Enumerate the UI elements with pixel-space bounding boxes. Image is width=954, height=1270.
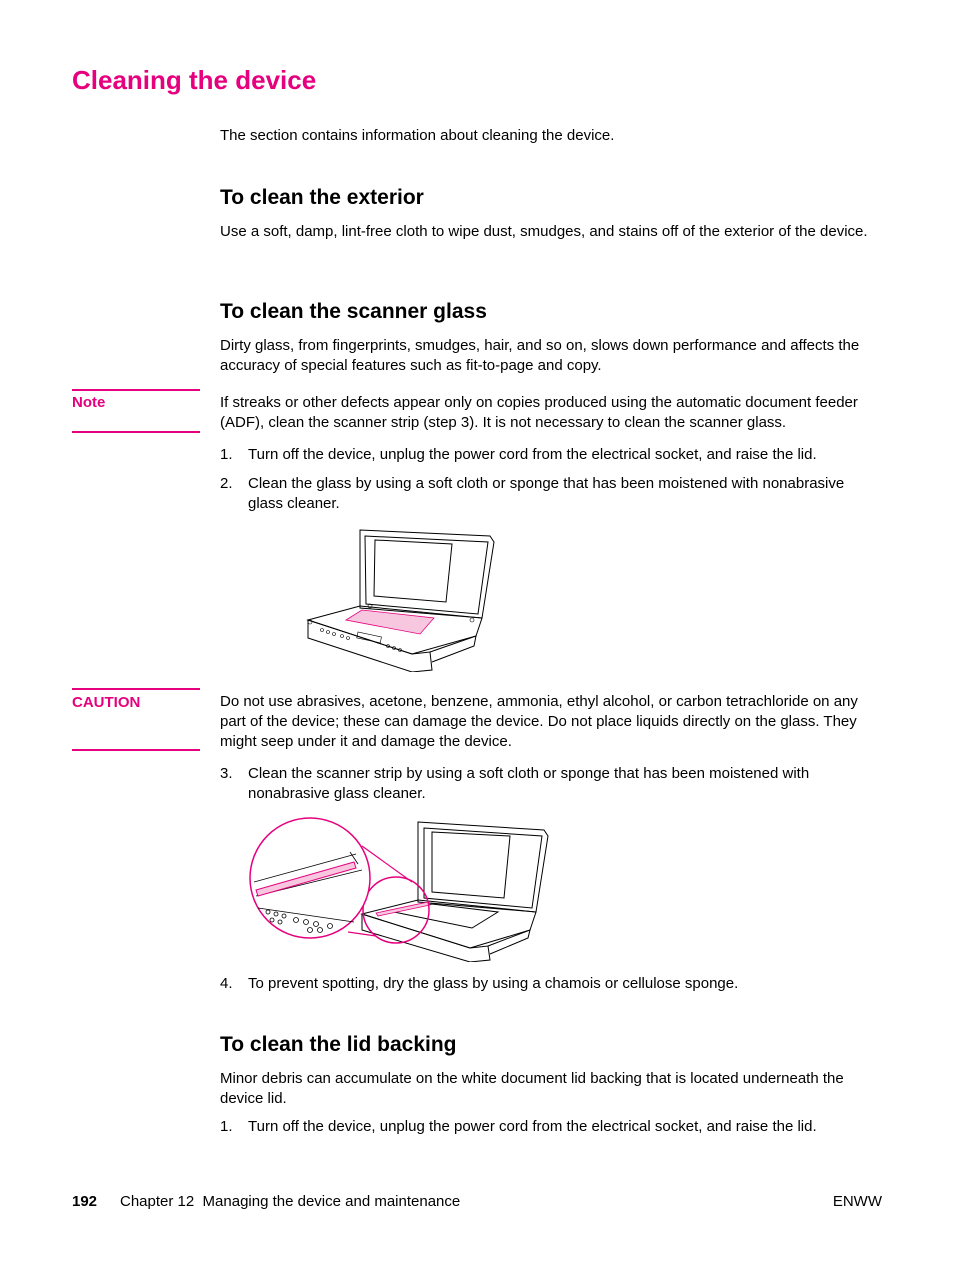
note-rule-top xyxy=(72,389,200,391)
step-number: 4. xyxy=(220,975,233,992)
heading-clean-exterior: To clean the exterior xyxy=(220,186,424,209)
step-number: 1. xyxy=(220,446,233,463)
step-number: 1. xyxy=(220,1118,233,1135)
lid-backing-text: Minor debris can accumulate on the white document lid backing that is located underneath the device lid. xyxy=(220,1070,844,1107)
page-number: 192 xyxy=(72,1193,98,1210)
step-text: Clean the glass by using a soft cloth or sponge that has been moistened with nonabrasive glass cleaner. xyxy=(248,475,845,512)
step-number: 3. xyxy=(220,765,233,782)
note-rule-bottom xyxy=(72,431,200,433)
step-text: Turn off the device, unplug the power cord from the electrical socket, and raise the lid. xyxy=(248,1118,817,1135)
step-text: Clean the scanner strip by using a soft cloth or sponge that has been moistened with nonabrasive glass cleaner. xyxy=(248,765,810,802)
caution-text: Do not use abrasives, acetone, benzene, ammonia, ethyl alcohol, or carbon tetrachloride on any part of the device; these can damage the device. Do not place liquids directly on the glass. They might seep under it and damage the device. xyxy=(220,693,858,750)
heading-clean-scanner-glass: To clean the scanner glass xyxy=(220,300,487,323)
note-label: Note xyxy=(72,394,106,411)
footer-chapter: Chapter 12 Managing the device and maintenance xyxy=(120,1193,461,1210)
page-title: Cleaning the device xyxy=(72,65,317,95)
footer-right: ENWW xyxy=(832,1193,882,1210)
scanner-glass-text: Dirty glass, from fingerprints, smudges, hair, and so on, slows down performance and affects the accuracy of special features such as fit-to-page and copy. xyxy=(220,337,860,374)
heading-clean-lid-backing: To clean the lid backing xyxy=(220,1033,457,1056)
caution-rule-bottom xyxy=(72,749,200,751)
exterior-text: Use a soft, damp, lint-free cloth to wipe dust, smudges, and stains off of the exterior of the device. xyxy=(220,223,868,240)
scanner-glass-illustration xyxy=(300,526,500,672)
note-text: If streaks or other defects appear only on copies produced using the automatic document feeder (ADF), clean the scanner strip (step 3). It is not necessary to clean the scanner glass. xyxy=(220,394,858,431)
step-text: To prevent spotting, dry the glass by using a chamois or cellulose sponge. xyxy=(248,975,739,992)
caution-rule-top xyxy=(72,688,200,690)
caution-label: CAUTION xyxy=(72,694,141,711)
intro-text: The section contains information about cleaning the device. xyxy=(220,127,615,144)
step-number: 2. xyxy=(220,475,233,492)
scanner-strip-illustration xyxy=(244,812,560,962)
step-text: Turn off the device, unplug the power cord from the electrical socket, and raise the lid. xyxy=(248,446,817,463)
